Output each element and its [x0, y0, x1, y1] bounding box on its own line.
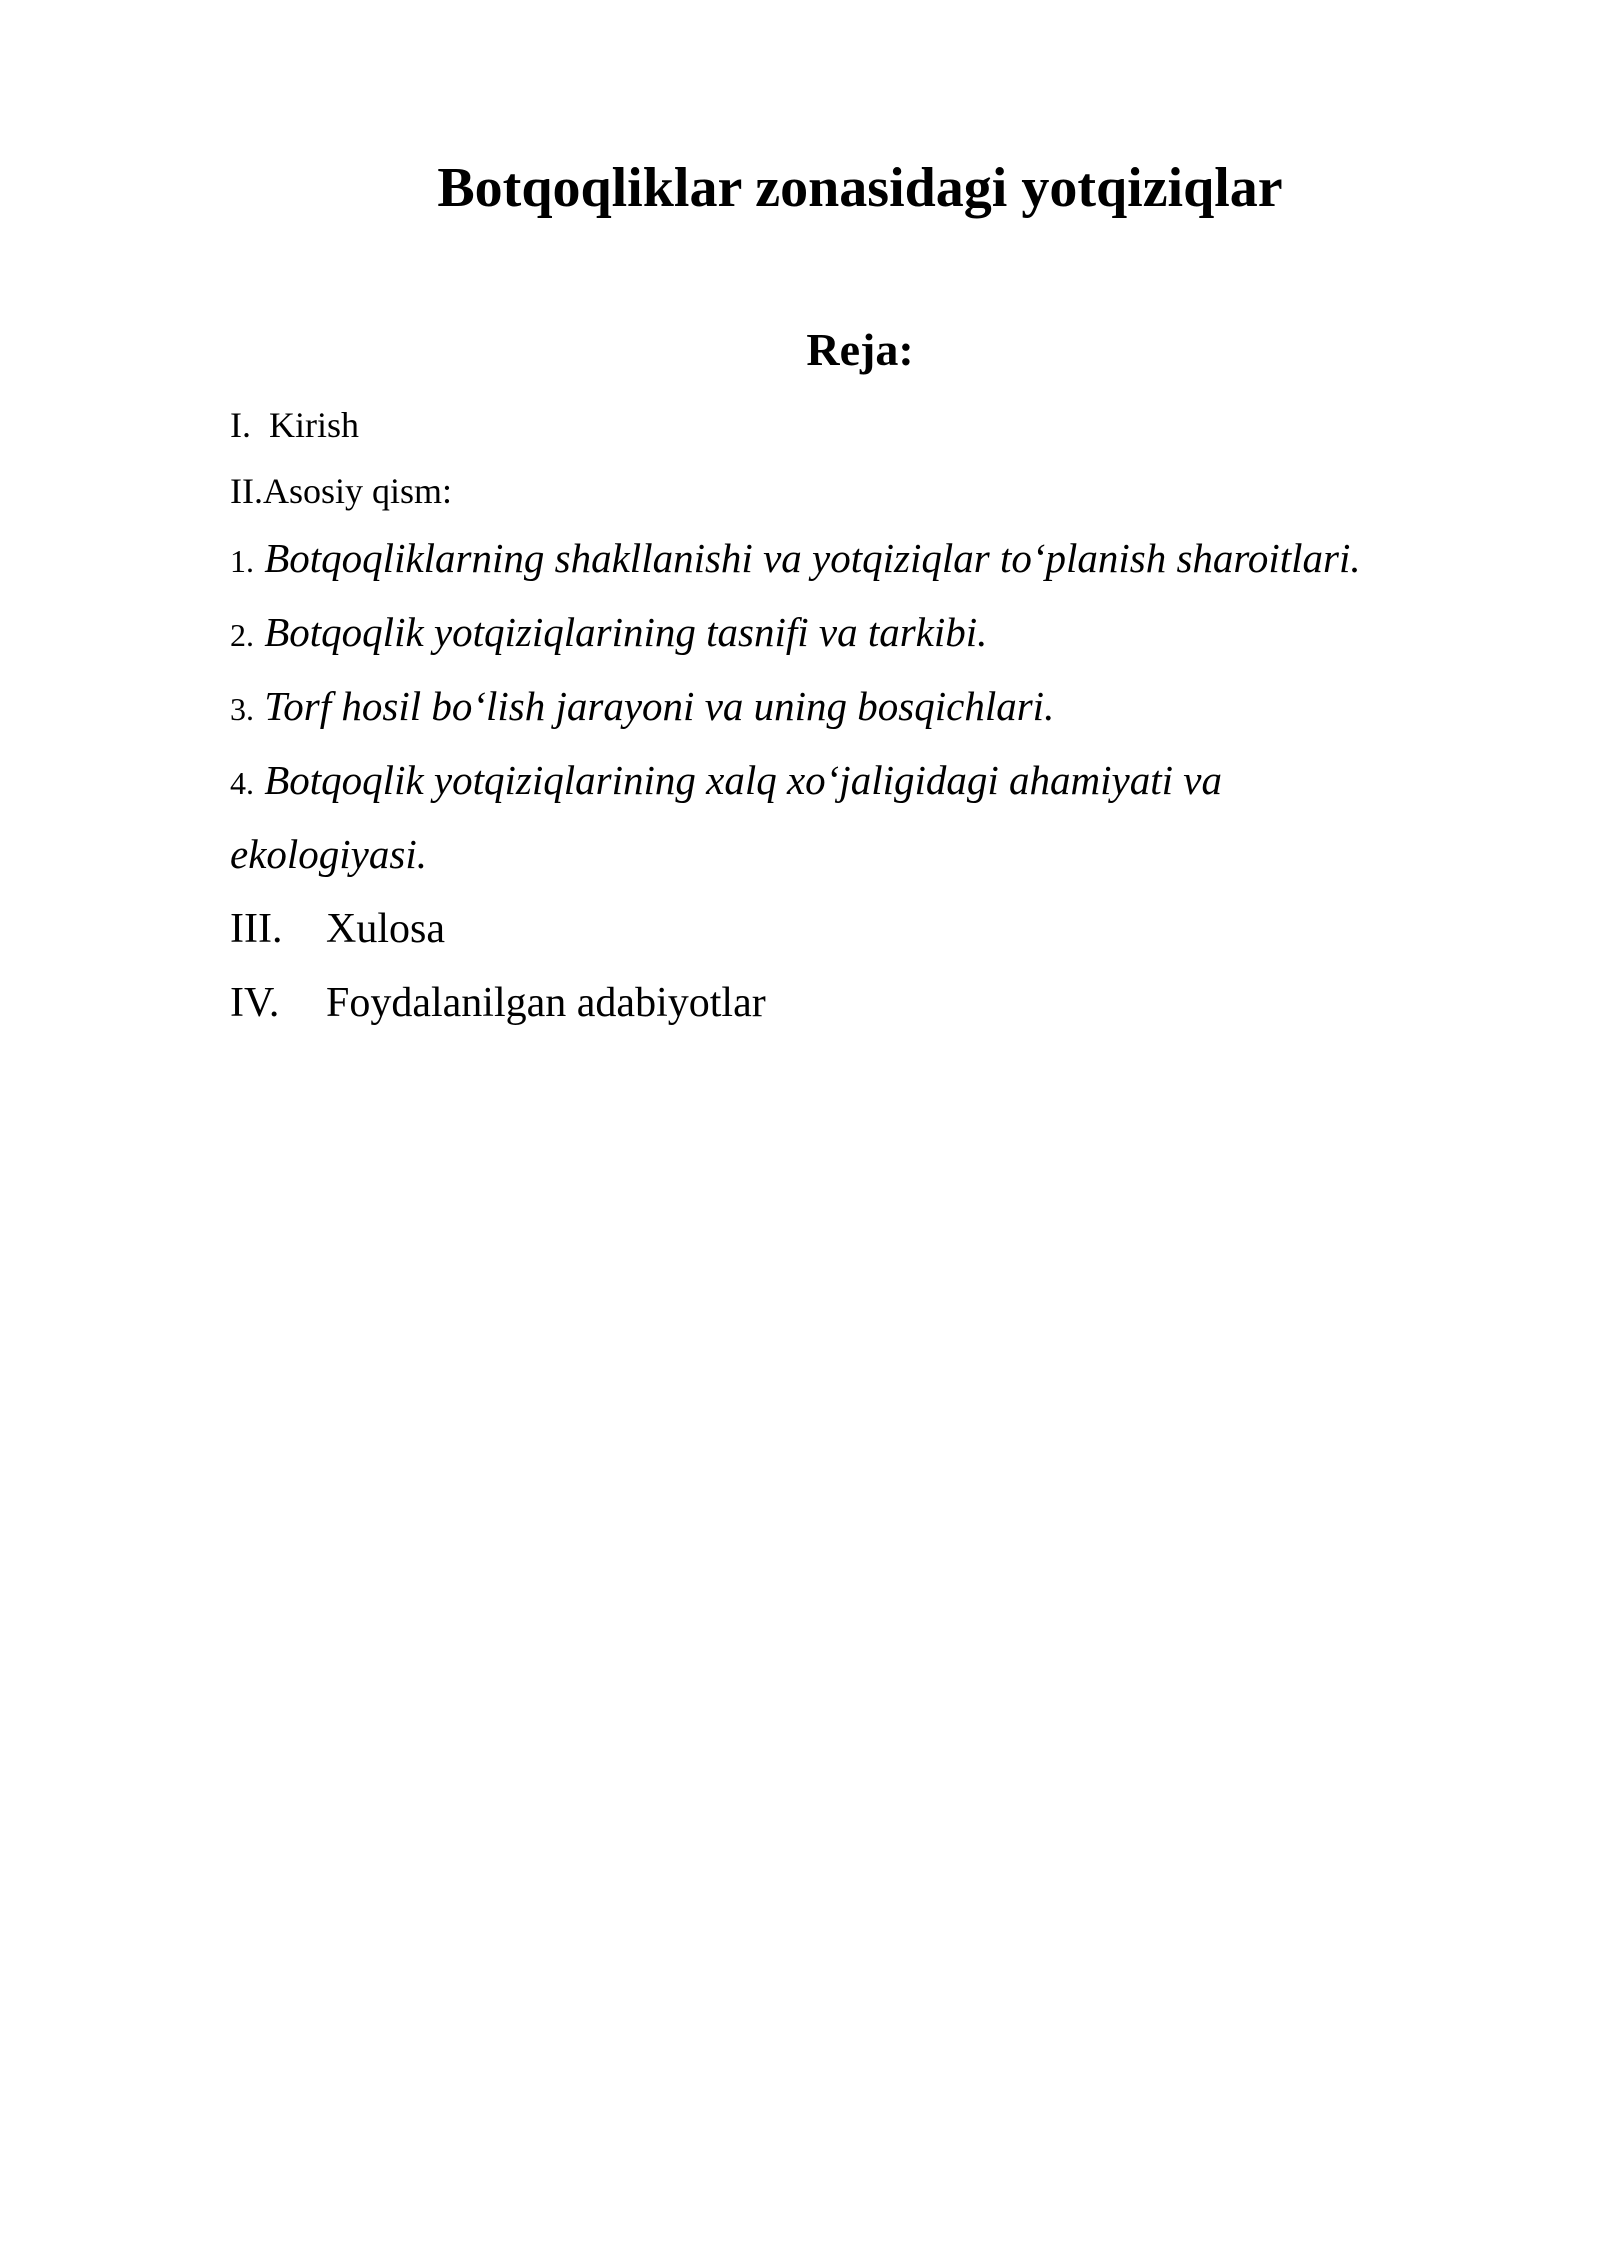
- plan-item-number: II.: [230, 471, 263, 511]
- plan-item-label: Kirish: [269, 405, 359, 445]
- plan-item-number: IV.: [230, 980, 280, 1026]
- subitem-number: 2.: [230, 617, 254, 653]
- plan-item-conclusion: [230, 900, 445, 958]
- plan-item-label: Xulosa: [326, 906, 445, 952]
- subitem-label: Botqoqliklarning shakllanishi va yotqiziqlar to‘planish sharoitlari.: [264, 535, 1361, 581]
- plan-subitem-2: [230, 604, 987, 663]
- plan-item-number: III.: [230, 906, 283, 952]
- plan-item-number: I.: [230, 405, 251, 445]
- subitem-number: 1.: [230, 543, 254, 579]
- plan-item-references: [230, 974, 766, 1032]
- plan-heading: Reja:: [806, 324, 914, 375]
- subitem-number: 3.: [230, 691, 254, 727]
- plan-item-main: [230, 466, 452, 516]
- plan-subitem-4: [230, 752, 1222, 811]
- subitem-label-continuation: ekologiyasi.: [230, 831, 427, 877]
- subitem-number: 4.: [230, 765, 254, 801]
- plan-subitem-4-continuation: [230, 826, 427, 882]
- document-title: Botqoqliklar zonasidagi yotqiziqlar: [437, 157, 1283, 219]
- plan-item-intro: [230, 400, 359, 450]
- subitem-label: Botqoqlik yotqiziqlarining xalq xo‘jaligidagi ahamiyati va: [264, 757, 1222, 803]
- plan-item-label: Asosiy qism:: [262, 471, 453, 511]
- subitem-label: Botqoqlik yotqiziqlarining tasnifi va tarkibi.: [264, 609, 988, 655]
- plan-item-label: Foydalanilgan adabiyotlar: [326, 980, 766, 1026]
- subitem-label: Torf hosil bo‘lish jarayoni va uning bosqichlari.: [264, 683, 1055, 729]
- plan-subitem-1: [230, 530, 1361, 589]
- plan-subitem-3: [230, 678, 1054, 737]
